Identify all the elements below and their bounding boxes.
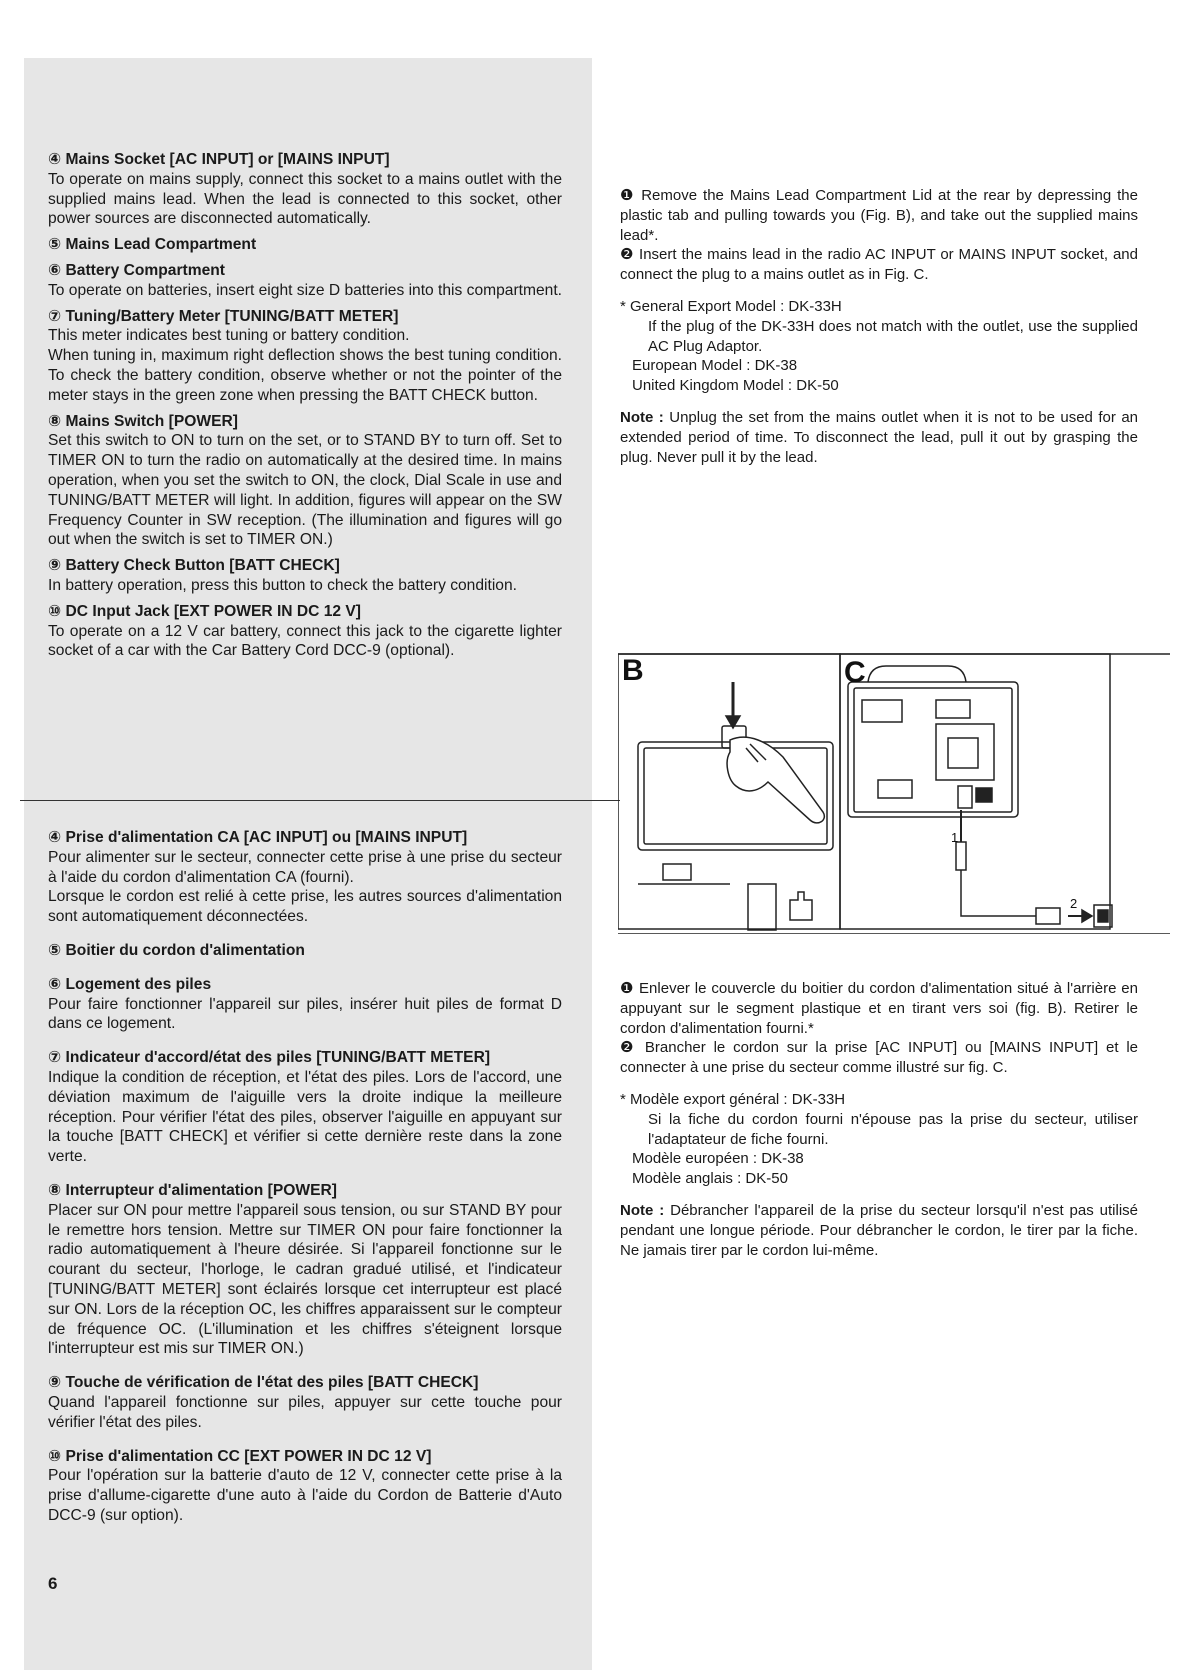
fr-step-2: ❷ Brancher le cordon sur la prise [AC INPUT] ou [MAINS INPUT] et le connecter à une prise du secteur comme illustré sur fig. C. bbox=[620, 1039, 1138, 1077]
fr-item-9-heading: ⑨ Touche de vérification de l'état des piles [BATT CHECK] bbox=[48, 1374, 479, 1392]
fig-c-frame bbox=[840, 654, 1110, 929]
fr-note bbox=[620, 1201, 1138, 1260]
en-item-5-heading: ⑤ Mains Lead Compartment bbox=[48, 236, 257, 254]
fr-item-6-text: Pour faire fonctionner l'appareil sur piles, insérer huit piles de format D dans ce logement. bbox=[48, 995, 562, 1033]
fr-note-label: Note : bbox=[620, 1201, 665, 1219]
en-item-7-heading: ⑦ Tuning/Battery Meter [TUNING/BATT METER] bbox=[48, 307, 399, 325]
fr-step-1: ❶ Enlever le couvercle du boitier du cordon d'alimentation situé à l'arrière en appuyant sur le segment plastique et en tirant vers soi (fig. B). Retirer le cordon d'alimentation fourni.* bbox=[620, 980, 1138, 1037]
fr-instructions bbox=[620, 979, 1138, 1260]
en-item-6-text: To operate on batteries, insert eight size D batteries into this compartment. bbox=[48, 281, 562, 299]
fig-c-label: C bbox=[844, 656, 866, 689]
en-item-10-heading: ⑩ DC Input Jack [EXT POWER IN DC 12 V] bbox=[48, 602, 361, 620]
en-instructions bbox=[620, 186, 1138, 467]
en-item-6-heading: ⑥ Battery Compartment bbox=[48, 261, 225, 279]
en-step-1: ❶ Remove the Mains Lead Compartment Lid at the rear by depressing the plastic tab and pulling towards you (Fig. B), and take out the supplied mains lead*. bbox=[620, 187, 1138, 244]
fr-item-7-text: Indique la condition de réception, et l'état des piles. Lors de l'accord, une déviation maximum de l'aiguille vers la droite indique la meilleure réception. Pour vérifier l'état des piles, observer l'aiguille en appuyant sur la touche [BATT CHECK] et vérifier si cette dernière reste dans la zone verte. bbox=[48, 1068, 562, 1166]
en-step-2: ❷ Insert the mains lead in the radio AC INPUT or MAINS INPUT socket, and connect the plug to a mains outlet as in Fig. C. bbox=[620, 246, 1138, 284]
en-item-4-text: To operate on mains supply, connect this socket to a mains outlet with the supplied mains lead. When the lead is connected to this socket, other power sources are disconnected automatically. bbox=[48, 170, 562, 228]
fr-model-european: Modèle européen : DK-38 bbox=[632, 1150, 804, 1168]
section-divider bbox=[20, 800, 620, 801]
fr-model-note: Si la fiche du cordon fourni n'épouse pas la prise du secteur, utiliser l'adaptateur de fiche fourni. bbox=[648, 1110, 1138, 1148]
fr-model-uk: Modèle anglais : DK-50 bbox=[632, 1170, 788, 1188]
fr-item-10-text: Pour l'opération sur la batterie d'auto de 12 V, connecter cette prise à la prise d'allume-cigarette d'une auto à l'aide du Cordon de Batterie d'Auto DCC-9 (sur option). bbox=[48, 1467, 562, 1524]
fig-b-drawing bbox=[638, 682, 833, 930]
en-item-4-heading: ④ Mains Socket [AC INPUT] or [MAINS INPUT] bbox=[48, 151, 390, 168]
en-note-label: Note : bbox=[620, 408, 664, 426]
fr-feature-list bbox=[48, 828, 562, 1526]
fr-item-8-text: Placer sur ON pour mettre l'appareil sous tension, ou sur STAND BY pour le remettre hors tension. Mettre sur TIMER ON pour faire fonctionner la radio automatiquement à l'heure désirée. Si l'appareil fonctionne sur le courant du secteur, l'horloge, le cadran gradué utilisé, et l'indicateur [TUNING/BATT METER] sont éclairés lorsque cet interrupteur est placé sur ON. Lors de la réception OC, les chiffres apparaissent sur le compteur de fréquence OC. (L'illumination et les chiffres s'éteignent lorsque l'interrupteur est mis sur TIMER ON.) bbox=[48, 1201, 562, 1358]
fig-b-label: B bbox=[622, 654, 644, 687]
en-model-note: If the plug of the DK-33H does not match with the outlet, use the supplied AC Plug Adaptor. bbox=[648, 317, 1138, 355]
fig-c-callout-1: 1 bbox=[951, 830, 959, 845]
fr-model-general: * Modèle export général : DK-33H bbox=[620, 1090, 846, 1108]
fr-item-10-heading: ⑩ Prise d'alimentation CC [EXT POWER IN DC 12 V] bbox=[48, 1447, 432, 1465]
en-item-9-heading: ⑨ Battery Check Button [BATT CHECK] bbox=[48, 557, 340, 575]
en-note-text: Unplug the set from the mains outlet when it is not to be used for an extended period of time. To disconnect the lead, pull it out by grasping the plug. Never pull it by the lead. bbox=[620, 408, 1139, 466]
en-item-9-text: In battery operation, press this button to check the battery condition. bbox=[48, 576, 517, 594]
en-item-7-text: This meter indicates best tuning or battery condition. When tuning in, maximum right deflection shows the best tuning condition. To check the battery condition, observe whether or not the pointer of the meter stays in the green zone when pressing the BATT CHECK button. bbox=[48, 327, 562, 404]
en-model-general: * General Export Model : DK-33H bbox=[620, 297, 842, 315]
fr-item-7-heading: ⑦ Indicateur d'accord/état des piles [TUNING/BATT METER] bbox=[48, 1049, 491, 1067]
en-model-uk: United Kingdom Model : DK-50 bbox=[632, 377, 839, 395]
fig-c-drawing bbox=[848, 666, 1112, 927]
en-model-european: European Model : DK-38 bbox=[632, 357, 798, 375]
fr-item-4-heading: ④ Prise d'alimentation CA [AC INPUT] ou [MAINS INPUT] bbox=[48, 829, 468, 846]
en-item-8-text: Set this switch to ON to turn on the set, or to STAND BY to turn off. Set to TIMER ON to turn the radio on automatically at the desired time. In mains operation, when you set the switch to ON, the clock, Dial Scale in use and TUNING/BATT METER will light. In addition, figures will appear on the SW Frequency Counter in SW reception. (The illumination and figures will go out when the switch is set to TIMER ON.) bbox=[48, 432, 562, 549]
en-item-10-text: To operate on a 12 V car battery, connect this jack to the cigarette lighter socket of a car with the Car Battery Cord DCC-9 (optional). bbox=[48, 622, 562, 660]
fr-note-text: Débrancher l'appareil de la prise du secteur lorsqu'il n'est pas utilisé pendant une longue période. Pour débrancher le cordon, le tirer par la fiche. Ne jamais tirer par le cordon lui-même. bbox=[620, 1201, 1138, 1259]
page-number: 6 bbox=[48, 1574, 58, 1593]
figure-b-c bbox=[618, 652, 1170, 934]
en-note bbox=[620, 408, 1138, 467]
fr-item-5-heading: ⑤ Boitier du cordon d'alimentation bbox=[48, 941, 305, 959]
en-feature-list bbox=[48, 150, 562, 661]
fr-item-8-heading: ⑧ Interrupteur d'alimentation [POWER] bbox=[48, 1181, 337, 1199]
en-item-8-heading: ⑧ Mains Switch [POWER] bbox=[48, 412, 238, 430]
fr-item-4-text: Pour alimenter sur le secteur, connecter cette prise à une prise du secteur à l'aide du cordon d'alimentation CA (fourni). Lorsque le cordon est relié à cette prise, les autres sources d'alimentation sont automatiquement déconnectées. bbox=[48, 848, 562, 926]
fig-c-callout-2: 2 bbox=[1070, 896, 1078, 911]
fr-item-6-heading: ⑥ Logement des piles bbox=[48, 975, 212, 993]
fr-item-9-text: Quand l'appareil fonctionne sur piles, appuyer sur cette touche pour vérifier l'état des piles. bbox=[48, 1393, 562, 1431]
